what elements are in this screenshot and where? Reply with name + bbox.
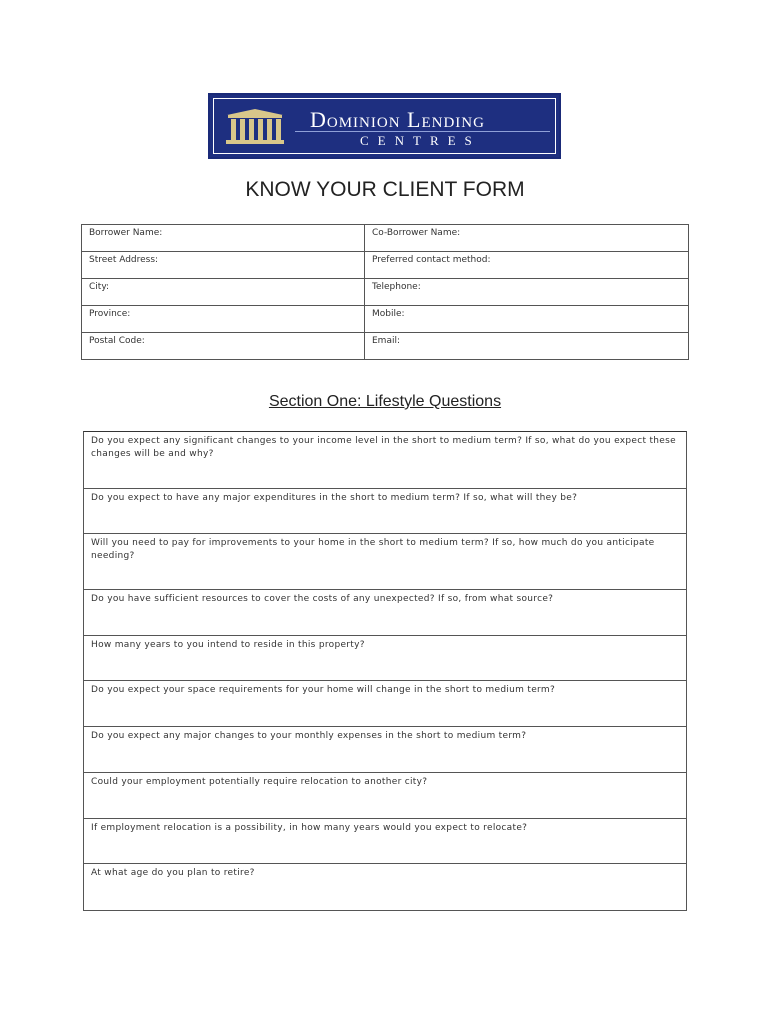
question-income-changes[interactable]: Do you expect any significant changes to your income level in the short to medium term? If so, what do you expect these changes will be and why?	[84, 432, 686, 489]
section-one-title: Section One: Lifestyle Questions	[268, 393, 502, 410]
client-info-table	[81, 224, 689, 360]
borrower-name-field[interactable]: Borrower Name:	[82, 225, 365, 252]
preferred-contact-method-field[interactable]: Preferred contact method:	[365, 252, 689, 279]
postal-code-field[interactable]: Postal Code:	[82, 333, 365, 360]
columns-icon	[225, 109, 285, 145]
dominion-lending-logo	[208, 93, 561, 159]
table-row	[82, 252, 689, 279]
email-field[interactable]: Email:	[365, 333, 689, 360]
question-retirement-age[interactable]: At what age do you plan to retire?	[91, 868, 255, 878]
logo-brand-subtitle: CENTRES	[360, 133, 481, 148]
co-borrower-name-field[interactable]: Co-Borrower Name:	[365, 225, 689, 252]
lifestyle-questions-box	[83, 431, 687, 911]
street-address-field[interactable]: Street Address:	[82, 252, 365, 279]
question-space-requirements[interactable]: Do you expect your space requirements for your home will change in the short to medium term?	[84, 681, 686, 727]
city-field[interactable]: City:	[82, 279, 365, 306]
table-row	[82, 279, 689, 306]
form-title: KNOW YOUR CLIENT FORM	[245, 178, 525, 201]
logo-brand-name: Dominion Lending	[310, 107, 485, 132]
question-relocation[interactable]: Could your employment potentially require relocation to another city?	[84, 773, 686, 819]
telephone-field[interactable]: Telephone:	[365, 279, 689, 306]
table-row	[82, 225, 689, 252]
table-row	[82, 306, 689, 333]
section-one-heading	[0, 393, 770, 411]
question-major-expenditures[interactable]: Do you expect to have any major expenditures in the short to medium term? If so, what will they be?	[84, 489, 686, 534]
question-monthly-expenses[interactable]: Do you expect any major changes to your monthly expenses in the short to medium term?	[84, 727, 686, 773]
mobile-field[interactable]: Mobile:	[365, 306, 689, 333]
question-sufficient-resources[interactable]: Do you have sufficient resources to cover the costs of any unexpected? If so, from what source?	[84, 590, 686, 636]
province-field[interactable]: Province:	[82, 306, 365, 333]
question-home-improvements[interactable]: Will you need to pay for improvements to your home in the short to medium term? If so, how much do you anticipate needing?	[84, 534, 686, 590]
table-row	[82, 333, 689, 360]
question-years-reside[interactable]: How many years to you intend to reside in this property?	[84, 636, 686, 681]
question-relocation-years[interactable]: If employment relocation is a possibility, in how many years would you expect to relocate?	[84, 819, 686, 864]
